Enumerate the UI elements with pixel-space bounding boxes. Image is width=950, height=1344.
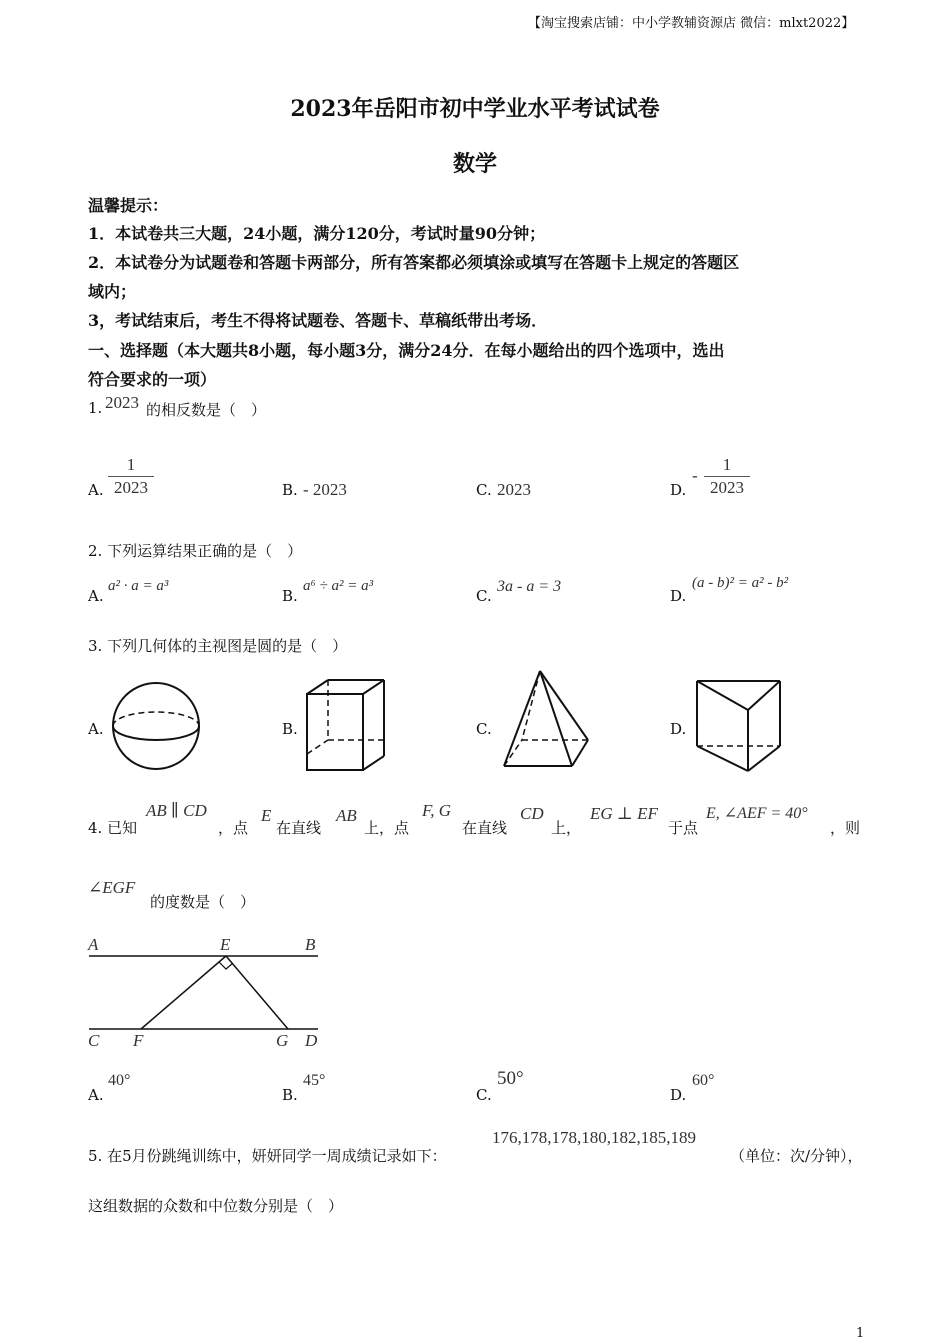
fraction-numerator: 1 — [126, 455, 136, 474]
q4-option-c-value: 50° — [497, 1068, 524, 1089]
q3-option-c-label: C. — [476, 720, 492, 738]
q4-option-b-label: B. — [282, 1086, 298, 1104]
q4-math-8: ∠EGF — [88, 878, 136, 897]
fraction-denominator: 2023 — [114, 478, 148, 497]
q2-option-b-label: B. — [282, 587, 298, 605]
tips-line-2b: 域内； — [88, 282, 137, 301]
section-heading: 一、选择题（本大题共8小题，每小题3分，满分24分．在每小题给出的四个选项中，选出 — [88, 341, 725, 360]
q4-math-1: AB ∥ CD — [146, 801, 207, 820]
q1-option-d-fraction — [704, 455, 750, 498]
header-note: 【淘宝搜索店铺：中小学教辅资源店 微信：mlxt2022】 — [528, 16, 855, 31]
sphere-figure — [108, 680, 204, 776]
q4-prefix: 4. 已知 — [88, 819, 138, 837]
q4-option-d-value: 60° — [692, 1072, 715, 1089]
cube-figure — [300, 678, 390, 774]
q3-option-b-label: B. — [282, 720, 298, 738]
figure-label-d: D — [305, 1031, 318, 1050]
q1-option-c-value: 2023 — [497, 480, 531, 499]
q4-text-8: 的度数是（ ） — [150, 893, 256, 911]
q1-option-c-label: C. — [476, 481, 492, 499]
page-number: 1 — [856, 1326, 865, 1341]
q2-option-c-expr: 3a - a = 3 — [497, 578, 562, 595]
tips-line-3: 3，考试结束后，考生不得将试题卷、答题卡、草稿纸带出考场． — [88, 311, 548, 330]
q3-option-d-label: D. — [670, 720, 687, 738]
tips-line-1: 1．本试卷共三大题，24小题，满分120分，考试时量90分钟； — [88, 224, 546, 243]
q1-option-a-fraction — [108, 455, 154, 498]
q3-text: 3. 下列几何体的主视图是圆的是（ ） — [88, 637, 348, 655]
q4-math-5: CD — [520, 804, 544, 823]
figure-label-b: B — [305, 935, 316, 954]
q5-text: 5. 在5月份跳绳训练中，妍妍同学一周成绩记录如下： — [88, 1147, 447, 1165]
q5-line-2: 这组数据的众数和中位数分别是（ ） — [88, 1197, 344, 1215]
fraction-numerator: 1 — [722, 455, 732, 474]
page-title: 2023年岳阳市初中学业水平考试试卷 — [290, 96, 660, 122]
q2-option-a-label: A. — [88, 587, 104, 605]
q2-option-a-expr: a² · a = a³ — [108, 578, 169, 594]
q4-text-4: 在直线 — [462, 819, 508, 837]
figure-label-g: G — [276, 1031, 289, 1050]
q4-option-a-label: A. — [88, 1086, 104, 1104]
section-heading-2: 符合要求的一项） — [88, 370, 217, 389]
prism-figure — [694, 678, 786, 774]
q4-text-2: 在直线 — [276, 819, 322, 837]
figure-label-e: E — [220, 935, 231, 954]
tips-heading: 温馨提示： — [88, 196, 169, 215]
q4-option-d-label: D. — [670, 1086, 687, 1104]
q4-math-6: EG ⊥ EF — [590, 804, 658, 823]
q4-math-7: E, ∠AEF = 40° — [706, 805, 808, 822]
q4-text-5: 上， — [551, 819, 582, 837]
q2-option-d-expr: (a - b)² = a² - b² — [692, 575, 789, 591]
q1-option-a-label: A. — [88, 481, 104, 499]
q5-data: 176,178,178,180,182,185,189 — [492, 1128, 696, 1147]
q4-text-7: ，则 — [830, 819, 861, 837]
q2-text: 2. 下列运算结果正确的是（ ） — [88, 542, 303, 560]
q1-expression: 2023 — [105, 393, 139, 412]
q1-number: 1. — [88, 399, 103, 417]
q4-text-6: 于点 — [668, 819, 699, 837]
q1-option-d-label: D. — [670, 481, 687, 499]
q4-math-3: AB — [336, 806, 357, 825]
tips-line-2: 2．本试卷分为试题卷和答题卡两部分，所有答案都必须填涂或填写在答题卡上规定的答题区 — [88, 253, 740, 272]
fraction-bar — [108, 476, 154, 477]
q1-option-d-sign: - — [692, 466, 698, 485]
subject-title: 数学 — [452, 151, 497, 177]
q4-text-1: ，点 — [218, 819, 249, 837]
q4-math-4: F, G — [422, 801, 451, 820]
q3-option-a-label: A. — [88, 720, 104, 738]
q4-option-a-value: 40° — [108, 1072, 131, 1089]
q1-text: 的相反数是（ ） — [146, 401, 267, 419]
figure-label-a: A — [88, 935, 99, 954]
parallel-lines-figure — [86, 934, 326, 1054]
q4-math-2: E — [261, 806, 272, 825]
q1-option-b-label: B. — [282, 481, 298, 499]
q4-option-b-value: 45° — [303, 1072, 326, 1089]
fraction-denominator: 2023 — [710, 478, 744, 497]
q4-option-c-label: C. — [476, 1086, 492, 1104]
fraction-bar — [704, 476, 750, 477]
q4-text-3: 上，点 — [364, 819, 410, 837]
figure-label-c: C — [88, 1031, 100, 1050]
pyramid-figure — [500, 668, 594, 772]
q2-option-c-label: C. — [476, 587, 492, 605]
q1-option-b-value: - 2023 — [303, 480, 347, 499]
q2-option-d-label: D. — [670, 587, 687, 605]
q5-unit: （单位：次/分钟）， — [730, 1147, 863, 1165]
figure-label-f: F — [133, 1031, 144, 1050]
q2-option-b-expr: a⁶ ÷ a² = a³ — [303, 578, 374, 594]
